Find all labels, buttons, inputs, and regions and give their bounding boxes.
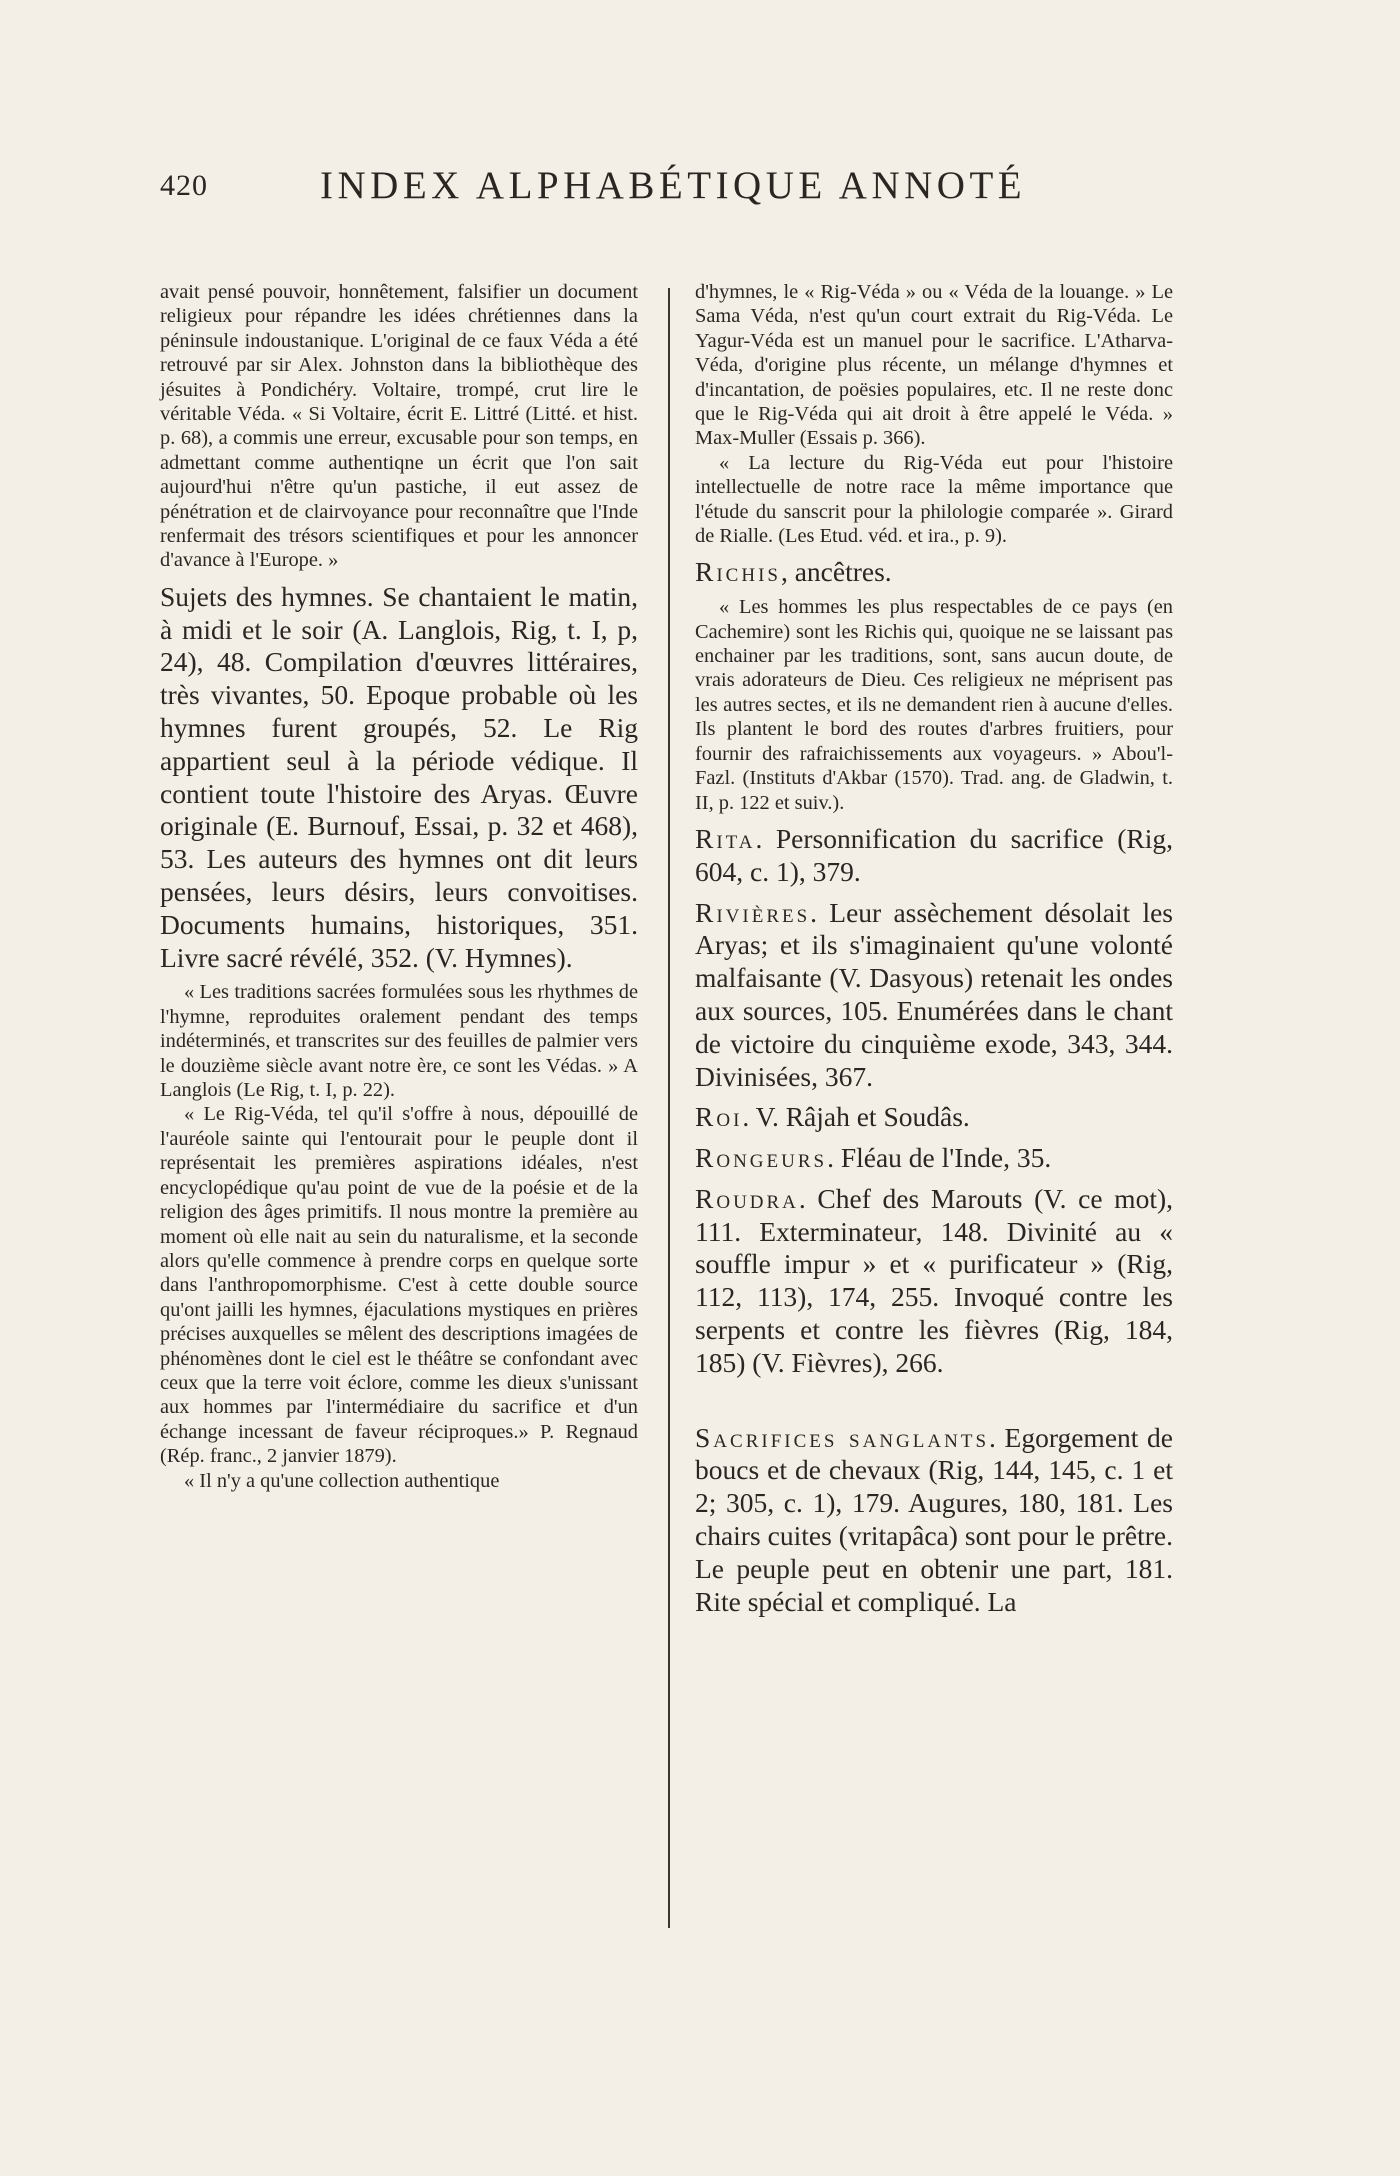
entry-roi-text: . V. Râjah et Soudâs. xyxy=(742,1101,970,1133)
section-gap xyxy=(695,1380,1173,1422)
entry-rita-text: . Personnification du sacrifice (Rig, 604, c. 1), 379. xyxy=(695,822,1173,887)
headword-rita: Rita xyxy=(695,822,756,854)
quote-langlois: « Les traditions sacrées formulées sous les rhythmes de l'hymne, reproduites oralement pendant des temps indéterminés, et transcrites sur des feuilles de palmier vers le douzième siècle avant notre ère, ce sont les Védas. » A Langlois (Le Rig, t. I, p. 22). xyxy=(160,981,638,1102)
headword-roi: Roi xyxy=(695,1101,743,1133)
right-paragraph-continued: d'hymnes, le « Rig-Véda » ou « Véda de la louange. » Le Sama Véda, n'est qu'un court extrait du Rig-Véda. Le Yagur-Véda est un manuel pour le sacrifice. L'Atharva-Véda, d'origine plus récente, un mélange d'hymnes et d'incantation, de poësies populaires, etc. Il ne reste donc que le Rig-Véda qui ait droit à être appelé le Véda. » Max-Muller (Essais p. 366). xyxy=(695,281,1173,450)
headword-roudra: Roudra xyxy=(695,1182,799,1214)
entry-roudra xyxy=(695,1183,1173,1380)
entry-rongeurs xyxy=(695,1142,1173,1175)
running-title: INDEX ALPHABÉTIQUE ANNOTÉ xyxy=(320,164,1027,207)
entry-sacrifices-text: . Egorgement de boucs et de chevaux (Rig, 144, 145, c. 1 et 2; 305, c. 1), 179. Augures, 180, 181. Les chairs cuites (vritapâca) sont pour le prêtre. Le peuple peut en obtenir une part, 181. Rite spécial et compliqué. La xyxy=(695,1421,1173,1617)
entry-rongeurs-text: . Fléau de l'Inde, 35. xyxy=(827,1142,1052,1174)
entry-rita xyxy=(695,823,1173,889)
column-divider xyxy=(668,288,670,1928)
right-column xyxy=(695,280,1173,1618)
quote-regnaud: « Le Rig-Véda, tel qu'il s'offre à nous, dépouillé de l'auréole sainte qui l'entourait pour le peuple dont il représentait les premières aspirations idéales, n'est encyclopédique qu'au point de vue de la poésie et de la religion des âges primitifs. Il nous montre la première au moment où elle nait au sein du naturalisme, et la seconde alors qu'elle commence à prendre corps en quelque sorte dans l'anthropomorphisme. C'est à cette double source qu'ont jailli les hymnes, éjaculations mystiques en prières précises auxquelles se mêlent des descriptions imagées de phénomènes dont le ciel est le théâtre se confondant avec ceux que la terre voit éclore, comme les dieux s'unissant aux hommes par l'intermédiaire du sacrifice et d'un échange incessant de faveur réciproques.» P. Regnaud (Rép. franc., 2 janvier 1879). xyxy=(160,1103,638,1468)
headword-rongeurs: Rongeurs xyxy=(695,1142,828,1174)
quote-max-muller-start: « Il n'y a qu'une collection authentique xyxy=(184,1469,500,1492)
page-number: 420 xyxy=(160,169,208,202)
entry-sujets-des-hymnes: Sujets des hymnes. Se chantaient le matin, à midi et le soir (A. Langlois, Rig, t. I, p, 24), 48. Compilation d'œuvres littéraires, très vivantes, 50. Epoque probable où les hymnes furent groupés, 52. Le Rig appartient seul à la période védique. Il contient toute l'histoire des Aryas. Œuvre originale (E. Burnouf, Essai, p. 32 et 468), 53. Les auteurs des hymnes ont dit leurs pensées, leurs désirs, leurs convoitises. Documents humains, historiques, 351. Livre sacré révélé, 352. (V. Hymnes). xyxy=(160,580,638,973)
entry-richis-text: , ancêtres. xyxy=(780,556,892,588)
headword-rivieres: Rivières xyxy=(695,896,811,928)
headword-richis: Richis xyxy=(695,556,781,588)
left-paragraph-continued: avait pensé pouvoir, honnêtement, falsifier un document religieux pour répandre les idées chrétiennes dans la péninsule indoustanique. L'original de ce faux Véda a été retrouvé par sir Alex. Johnston dans la bibliothèque des jésuites à Pondichéry. Voltaire, trompé, crut lire le véritable Véda. « Si Voltaire, écrit E. Littré (Litté. et hist. p. 68), a commis une erreur, excusable pour son temps, en admettant comme authentiqne un écrit que l'on sait aujourd'hui n'être qu'un pastiche, il eut assez de pénétration et de clairvoyance pour reconnaître que l'Inde renfermait des trésors scientifiques et pour les annoncer d'avance à l'Europe. » xyxy=(160,281,638,572)
entry-sacrifices-sanglants xyxy=(695,1422,1173,1619)
quote-girard-de-rialle: « La lecture du Rig-Véda eut pour l'histoire intellectuelle de notre race la même importance que l'étude du sanscrit pour la philologie comparée ». Girard de Rialle. (Les Etud. véd. et ira., p. 9). xyxy=(695,451,1173,548)
headword-sacrifices-sanglants: Sacrifices sanglants xyxy=(695,1421,990,1453)
left-column xyxy=(160,280,638,1493)
entry-roudra-text: . Chef des Marouts (V. ce mot), 111. Exterminateur, 148. Divinité au « souffle impur » et « purificateur » (Rig, 112, 113), 174, 255. Invoqué contre les serpents et contre les fièvres (Rig, 184, 185) (V. Fièvres), 266. xyxy=(695,1182,1173,1378)
quote-abou-l-fazl: « Les hommes les plus respectables de ce pays (en Cachemire) sont les Richis qui, quoique ne se laissant pas enchainer par les traditions, sont, sans aucun doute, de vrais adorateurs de Dieu. Ces religieux ne méprisent pas les autres sectes, et ils ne demandent rien à aucune d'elles. Ils plantent le bord des routes d'arbres fruitiers, pour fournir des rafraichissements aux voyageurs. » Abou'l-Fazl. (Instituts d'Akbar (1570). Trad. ang. de Gladwin, t. II, p. 122 et suiv.). xyxy=(695,596,1173,814)
entry-roi xyxy=(695,1101,1173,1134)
page-header xyxy=(160,163,1060,213)
entry-rivieres xyxy=(695,897,1173,1094)
entry-rivieres-text: . Leur assèchement désolait les Aryas; et ils s'imaginaient qu'une volonté malfaisante (V. Dasyous) retenait les ondes aux sources, 105. Enumérées dans le chant de victoire du cinquième exode, 343, 344. Divinisées, 367. xyxy=(695,896,1173,1092)
entry-richis xyxy=(695,556,1173,589)
